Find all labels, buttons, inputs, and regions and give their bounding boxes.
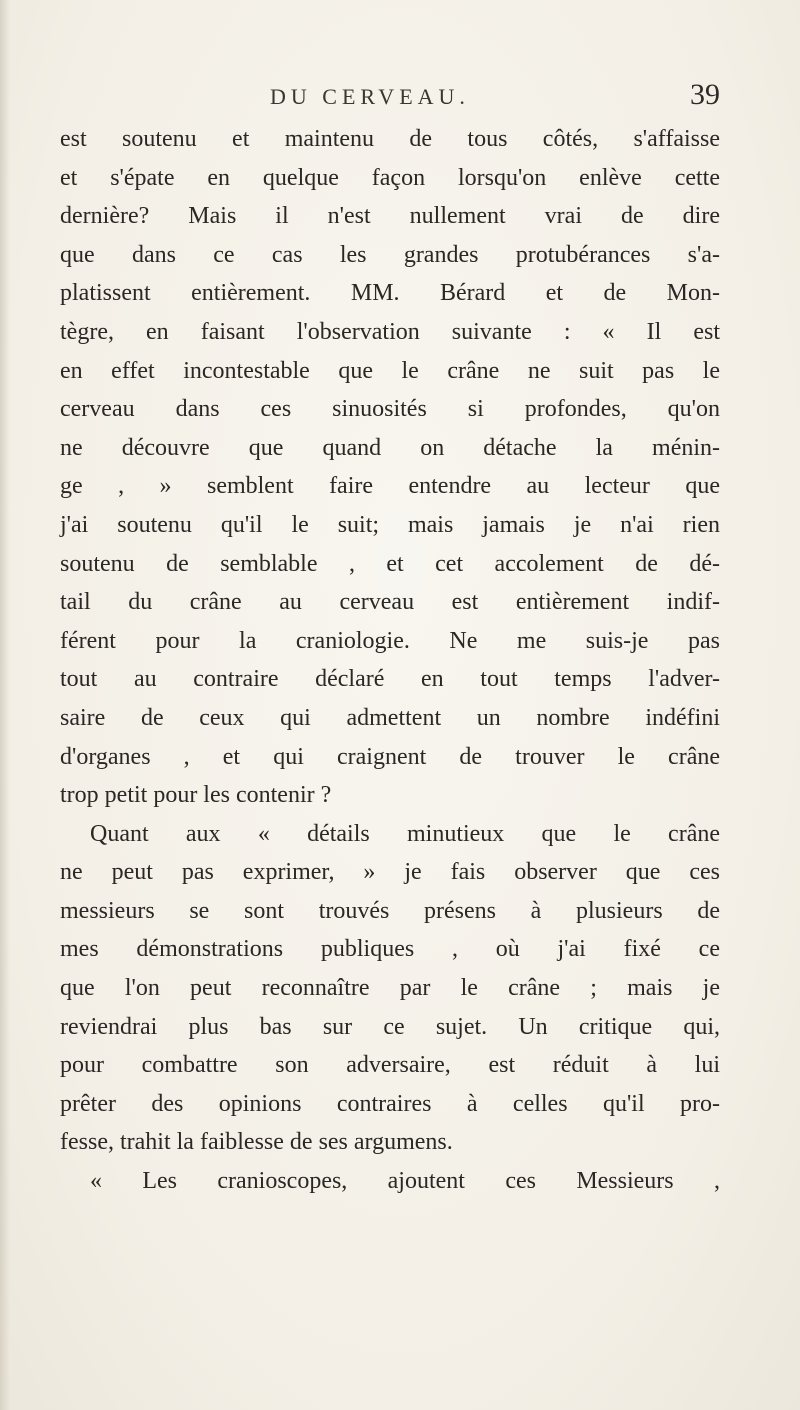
text-line: soutenu de semblable , et cet accolement de dé- xyxy=(60,550,720,577)
text-line: férent pour la craniologie. Ne me suis-je pas xyxy=(60,627,720,654)
text-line: pour combattre son adversaire, est réduit à lui xyxy=(60,1052,720,1079)
text-line: ne découvre que quand on détache la ménin- xyxy=(60,434,720,461)
page-edge-shadow xyxy=(0,0,10,1410)
text-line: tout au contraire déclaré en tout temps l'adver- xyxy=(60,666,720,693)
text-line: ne peut pas exprimer, » je fais observer que ces xyxy=(60,859,720,886)
text-line: tègre, en faisant l'observation suivante : « Il est xyxy=(60,318,720,345)
text-line: mes démonstrations publiques , où j'ai fixé ce xyxy=(60,936,720,963)
text-line: d'organes , et qui craignent de trouver le crâne xyxy=(60,743,720,770)
body-text xyxy=(60,120,720,1201)
text-line: j'ai soutenu qu'il le suit; mais jamais je n'ai rien xyxy=(60,511,720,538)
page-header xyxy=(60,78,720,118)
text-line: Quant aux « détails minutieux que le crâne xyxy=(90,820,720,847)
text-line: cerveau dans ces sinuosités si profondes, qu'on xyxy=(60,396,720,423)
text-line: messieurs se sont trouvés présens à plusieurs de xyxy=(60,897,720,924)
text-line: saire de ceux qui admettent un nombre indéfini xyxy=(60,704,720,731)
text-line: que l'on peut reconnaître par le crâne ; mais je xyxy=(60,975,720,1002)
text-line: « Les cranioscopes, ajoutent ces Messieurs , xyxy=(90,1168,720,1195)
text-line: platissent entièrement. MM. Bérard et de Mon- xyxy=(60,280,720,307)
text-line: dernière? Mais il n'est nullement vrai de dire xyxy=(60,203,720,230)
text-line: reviendrai plus bas sur ce sujet. Un critique qui, xyxy=(60,1013,720,1040)
text-line: prêter des opinions contraires à celles qu'il pro- xyxy=(60,1090,720,1117)
page-number: 39 xyxy=(690,78,720,111)
running-title: DU CERVEAU. xyxy=(270,84,470,109)
text-line: trop petit pour les contenir ? xyxy=(60,782,332,809)
text-line: tail du crâne au cerveau est entièrement indif- xyxy=(60,589,720,616)
text-line: en effet incontestable que le crâne ne suit pas le xyxy=(60,357,720,384)
text-line: et s'épate en quelque façon lorsqu'on enlève cette xyxy=(60,164,720,191)
text-line: que dans ce cas les grandes protubérances s'a- xyxy=(60,241,720,268)
text-line: est soutenu et maintenu de tous côtés, s'affaisse xyxy=(60,126,720,152)
text-line: ge , » semblent faire entendre au lecteur que xyxy=(60,473,720,500)
text-line: fesse, trahit la faiblesse de ses argumens. xyxy=(60,1129,453,1156)
